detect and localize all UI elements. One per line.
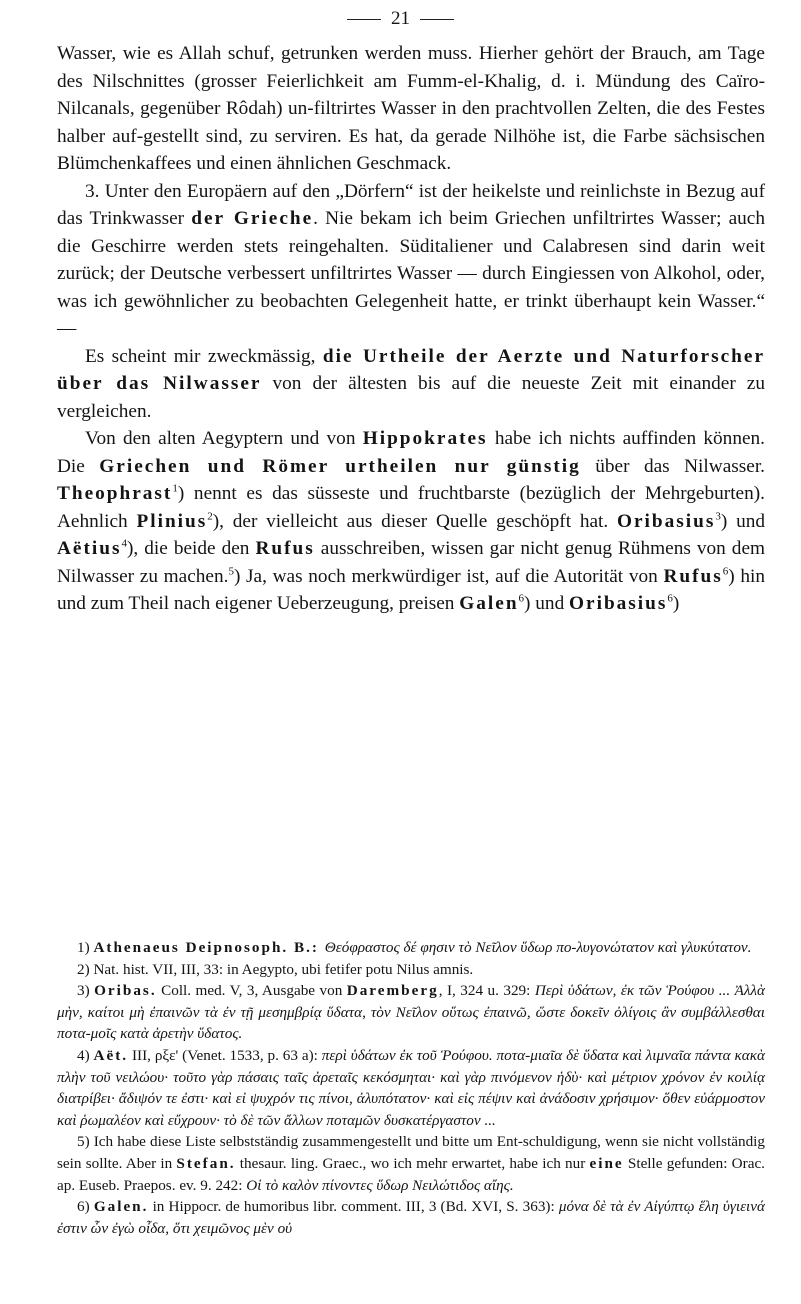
page-number: 21 bbox=[391, 8, 410, 29]
p4-name-aetius: Aëtius bbox=[57, 538, 122, 559]
footnote-5-greek: Οἱ τὸ καλὸν πίνοντες ὕδωρ Νειλώτιδος αἴης. bbox=[246, 1176, 514, 1194]
footnote-6-number: 6) bbox=[77, 1198, 94, 1216]
footnote-5-author: Stefan. bbox=[176, 1154, 236, 1172]
footnote-4-text: III, ρξε' (Venet. 1533, p. 63 a): bbox=[128, 1046, 322, 1064]
p4-name-galen: Galen bbox=[459, 593, 519, 614]
p4-name-rufus: Rufus bbox=[255, 538, 315, 559]
footnote-ref-6[interactable]: 6 bbox=[722, 565, 729, 578]
footnote-2: 2) Nat. hist. VII, III, 33: in Aegypto, ubi fetifer potu Nilus amnis. bbox=[77, 960, 474, 978]
p4-name-plinius: Plinius bbox=[136, 510, 208, 532]
footnote-3-text: Coll. med. V, 3, Ausgabe von bbox=[156, 982, 347, 1000]
paragraph-3-emphasis: die Urtheile der Aerzte und Naturforscher über das Nilwasser bbox=[57, 345, 766, 394]
p4-text: ) und bbox=[524, 593, 570, 614]
p4-text: habe ich nichts auffinden können. Die bbox=[57, 428, 765, 477]
p4-text: ) und bbox=[720, 510, 765, 532]
footnote-1 bbox=[57, 937, 765, 959]
p4-text: ) hin und zum Theil nach eigener Ueberzeugung, preisen bbox=[57, 565, 766, 614]
footnote-3-greek: Περὶ ὑδάτων, ἐκ τῶν Ῥούφου ... Ἀλλὰ μὴν, καίτοι μὴ ἐπαινῶν τὰ ἐν τῇ μεσημβρίᾳ ὕδατα, τὸν Νεῖλον οὕτως ἐπαινῶ, ὥστε δοκεῖν ὀλίγοις ἂν συμβάλλεσθαι ποτα-μοῖς κατὰ ἀρετὴν ὕδατος. bbox=[57, 982, 765, 1043]
p4-text: ausschreiben, wissen gar nicht genug Rühmens von dem Nilwasser zu machen. bbox=[57, 538, 766, 587]
footnote-ref-3[interactable]: 3 bbox=[715, 510, 721, 523]
main-text bbox=[57, 40, 765, 618]
p4-text: ), der vielleicht aus dieser Quelle geschöpft hat. bbox=[212, 510, 617, 532]
footnote-6-greek: μόνα δὲ τὰ ἐν Αἰγύπτῳ ἕλη ὑγιεινά ἐστιν ὧν ἐγὼ οἶδα, ὅτι χειμῶνος μὲν οὐ bbox=[57, 1198, 765, 1237]
p4-name-theophrast: Theophrast bbox=[57, 483, 173, 504]
p4-text: ) bbox=[672, 593, 680, 614]
p4-name-hippokrates: Hippokrates bbox=[362, 428, 488, 449]
footnote-1-number: 1) bbox=[77, 939, 94, 956]
footnote-3-editor: Daremberg bbox=[346, 982, 439, 1000]
footnote-3-author: Oribas. bbox=[94, 982, 157, 1000]
footnotes bbox=[57, 937, 765, 1239]
footnote-6 bbox=[57, 1196, 765, 1239]
header-rule-left bbox=[347, 19, 381, 20]
p4-text: ) nennt es das süsseste und fruchtbarste (bezüglich der Mehrgeburten). Aehnlich bbox=[57, 483, 765, 532]
p4-name-rufus: Rufus bbox=[663, 565, 723, 587]
p4-text: ) Ja, was noch merkwürdiger ist, auf die Autorität von bbox=[233, 565, 664, 587]
footnote-ref-6[interactable]: 6 bbox=[667, 592, 673, 605]
paragraph-2-emphasis: der Grieche bbox=[191, 208, 314, 229]
p4-text: ), die beide den bbox=[127, 538, 256, 559]
footnote-4 bbox=[57, 1045, 765, 1131]
footnote-5 bbox=[57, 1131, 765, 1196]
footnote-6-text: in Hippocr. de humoribus libr. comment. III, 3 (Bd. XVI, S. 363): bbox=[148, 1198, 559, 1216]
footnote-5-text: Stelle gefunden: Orac. ap. Euseb. Praepos. ev. 9. 242: bbox=[57, 1154, 765, 1194]
footnote-ref-4[interactable]: 4 bbox=[121, 537, 127, 550]
footnote-ref-2[interactable]: 2 bbox=[207, 510, 213, 523]
p4-name-oribasius: Oribasius bbox=[617, 510, 716, 532]
footnote-1-greek: Θεόφραστος δέ φησιν τὸ Νεῖλον ὕδωρ πο-λυγονώτατον καὶ γλυκύτατον. bbox=[324, 939, 752, 956]
footnote-5-emphasis: eine bbox=[589, 1154, 624, 1172]
p4-text: über das Nilwasser. bbox=[580, 455, 765, 477]
page-header bbox=[0, 8, 801, 32]
footnote-ref-5[interactable]: 5 bbox=[228, 565, 234, 578]
paragraph-2-text-a: 3. Unter den Europäern auf den „Dörfern“ ist der heikelste und reinlichste in Bezug auf das Trinkwasser bbox=[57, 180, 765, 229]
paragraph-3-text-a: Es scheint mir zweckmässig, bbox=[85, 345, 323, 367]
footnote-1-source: Athenaeus Deipnosoph. B.: bbox=[93, 939, 325, 956]
footnote-4-author: Aët. bbox=[93, 1046, 129, 1064]
footnote-ref-1[interactable]: 1 bbox=[172, 482, 178, 495]
paragraph-2 bbox=[57, 178, 765, 343]
p4-text: Von den alten Aegyptern und von bbox=[85, 428, 363, 449]
paragraph-4 bbox=[57, 425, 765, 618]
paragraph-2-text-c: . Nie bekam ich beim Griechen unfiltrirtes Wasser; auch die Geschirre werden stets reingehalten. Süditaliener und Calabresen sind darin weit zurück; der Deutsche verbessert unfiltrirtes Wasser — durch Eingiessen von Alkohol, oder, was ich gewöhnlicher zu beobachten Gelegenheit hatte, er trinkt überhaupt kein Wasser.“ — bbox=[57, 208, 765, 339]
paragraph-1: Wasser, wie es Allah schuf, getrunken werden muss. Hierher gehört der Brauch, am Tage des Nilschnittes (grosser Feierlichkeit am Fumm-el-Khalig, d. i. Mündung des Caïro-Nilcanals, gegenüber Rôdah) un-filtrirtes Wasser in den prachtvollen Zelten, die des Festes halber auf-gestellt sind, zu serviren. Es hat, da gerade Nilhöhe ist, die Farbe sächsischen Blümchenkaffees und einen ähnlichen Geschmack. bbox=[57, 43, 765, 174]
footnote-6-author: Galen. bbox=[93, 1198, 149, 1216]
footnote-3-text: , I, 324 u. 329: bbox=[438, 982, 535, 1000]
header-rule-right bbox=[420, 19, 454, 20]
footnote-4-number: 4) bbox=[77, 1046, 94, 1064]
paragraph-3 bbox=[57, 343, 765, 426]
footnote-3 bbox=[57, 980, 765, 1045]
footnote-5-text: 5) Ich habe diese Liste selbstständig zusammengestellt und bitte um Ent-schuldigung, wenn sie nicht vollständig sein sollte. Aber in bbox=[57, 1133, 765, 1172]
footnote-3-number: 3) bbox=[77, 982, 95, 1000]
footnote-ref-6[interactable]: 6 bbox=[518, 592, 525, 605]
footnote-5-text: thesaur. ling. Graec., wo ich mehr erwartet, habe ich nur bbox=[235, 1154, 590, 1172]
p4-emphasis-griechen-roemer: Griechen und Römer urtheilen nur günstig bbox=[99, 455, 581, 477]
paragraph-3-text-c: von der ältesten bis auf die neueste Zeit mit einander zu vergleichen. bbox=[57, 373, 765, 422]
footnote-4-greek: περὶ ὑδάτων ἐκ τοῦ Ῥούφου. ποτα-μιαῖα δὲ ὕδατα καὶ λιμναῖα πάντα κακὰ πλὴν τοῦ νειλώου· τοῦτο γὰρ πάσαις ταῖς ἀρεταῖς κεκόσμηται· καὶ γὰρ πινόμενον ἡδὺ· καὶ μέτριον χρόνον ἐν κοιλίᾳ διατρίβει· ἄδιψόν τε ἐστι· καὶ εἰ ψυχρόν τις πίνοι, ἀλυπότατον· καὶ εἰς πέψιν καὶ ἀνάδοσιν χρήσιμον· ὅθεν εὐάρμοστον καὶ ῥωμαλέον καὶ εὔχρουν· τὸ δὲ τῶν ἄλλων ποταμῶν δυσκατέργαστον ... bbox=[57, 1046, 765, 1129]
p4-name-oribasius: Oribasius bbox=[569, 593, 668, 614]
